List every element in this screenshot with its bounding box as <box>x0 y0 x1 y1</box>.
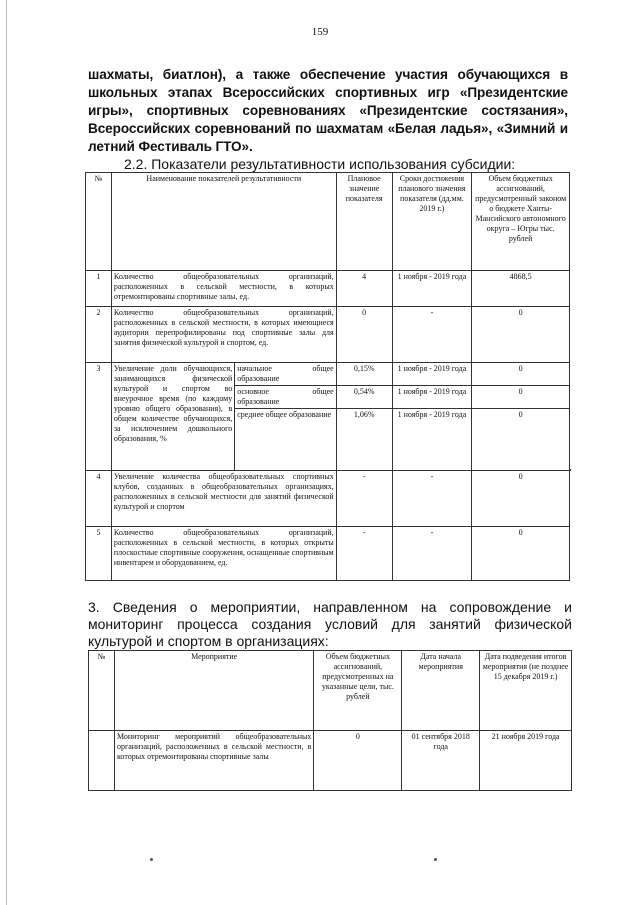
row-deadline: - <box>392 526 472 580</box>
header-num: № <box>89 651 115 731</box>
row-event: Мониторинг мероприятий общеобразовательных организаций, расположенных в сельской местности, в которых отремонтированы спортивные залы <box>114 731 313 791</box>
scan-edge-line <box>6 0 7 905</box>
row-deadline: - <box>392 470 472 526</box>
section-3-heading: 3. Сведения о мероприятии, направленном на сопровождение и мониторинг процесса создания условий для занятий физической культурой и спортом в организациях: <box>88 599 572 649</box>
row-deadline: 1 ноября - 2019 года <box>392 363 472 386</box>
row-planned: 0,54% <box>336 386 392 409</box>
row-planned: 0 <box>336 307 392 363</box>
row-budget: 0 <box>472 470 570 526</box>
table-row <box>86 526 571 580</box>
row-budget: 0 <box>472 307 570 363</box>
row-budget: 4868,5 <box>472 271 570 307</box>
row-num: 3 <box>86 363 112 471</box>
scan-speck <box>434 858 437 861</box>
row-budget: 0 <box>472 386 570 409</box>
row-deadline: 1 ноября - 2019 года <box>392 386 472 409</box>
row-planned: 1,06% <box>336 409 392 471</box>
row-budget: 0 <box>314 731 402 791</box>
event-table <box>88 650 572 791</box>
row-name: Количество общеобразовательных организаций, расположенных в сельской местности, в которых открыты плоскостные спортивные сооружения, оснащенные спортивным инвентарем и оборудованием, ед. <box>111 526 336 580</box>
page-number: 159 <box>311 26 329 38</box>
table-row <box>86 363 571 386</box>
table-row <box>86 470 571 526</box>
row-budget: 0 <box>472 409 570 471</box>
header-start: Дата начала мероприятия <box>402 651 480 731</box>
section-2-2-heading: 2.2. Показатели результативности использования субсидии: <box>124 156 516 172</box>
row-planned: - <box>336 470 392 526</box>
row-num <box>89 731 115 791</box>
row-name: Увеличение количества общеобразовательных спортивных клубов, созданных в общеобразовательных организациях, расположенных в сельской местности для занятий физической культурой и спортом <box>111 470 336 526</box>
header-deadline: Сроки достижения планового значения показателя (дд.мм. 2019 г.) <box>392 173 472 271</box>
header-num: № <box>86 173 112 271</box>
row-planned: 4 <box>336 271 392 307</box>
spacer-cell <box>570 469 571 471</box>
row-deadline: 1 ноября - 2019 года <box>392 271 472 307</box>
row-num: 2 <box>86 307 112 363</box>
table-row <box>86 271 571 307</box>
row-deadline: - <box>392 307 472 363</box>
row-sub-level: начальное общее образование <box>235 363 336 386</box>
header-planned: Плановое значение показателя <box>336 173 392 271</box>
table-row <box>86 307 571 363</box>
header-name: Наименование показателей результативности <box>111 173 336 271</box>
row-name: Количество общеобразовательных организаций, расположенных в сельской местности, в которых отремонтированы спортивные залы, ед. <box>111 271 336 307</box>
row-planned: 0,15% <box>336 363 392 386</box>
header-event: Мероприятие <box>114 651 313 731</box>
row-planned: - <box>336 526 392 580</box>
row-budget: 0 <box>472 363 570 386</box>
row-start: 01 сентября 2018 года <box>402 731 480 791</box>
row-name: Увеличение доли обучающихся, занимающихся физической культурой и спортом во внеурочное время (по каждому уровню общего образования), в общем количестве обучающихся, за исключением дошкольного образования, % <box>111 363 234 471</box>
indicators-table <box>85 172 571 581</box>
header-budget: Объем бюджетных ассигнований, предусмотренных на указанные цели, тыс. рублей <box>314 651 402 731</box>
row-sub-level: среднее общее образование <box>235 409 336 471</box>
scan-speck <box>150 858 153 861</box>
row-num: 1 <box>86 271 112 307</box>
header-end: Дата подведения итогов мероприятия (не позднее 15 декабря 2019 г.) <box>480 651 572 731</box>
table-header-row <box>86 173 571 271</box>
body-paragraph: шахматы, биатлон), а также обеспечение участия обучающихся в школьных этапах Всероссийских спортивных игр «Президентские игры», спортивных соревнованиях «Президентские состязания», Всероссийских соревнований по шахматам «Белая ладья», «Зимний и летний Фестиваль ГТО». <box>88 67 568 154</box>
row-sub-level: основное общее образование <box>235 386 336 409</box>
header-budget: Объем бюджетных ассигнований, предусмотренный законом о бюджете Ханты-Мансийского автономного округа – Югры тыс. рублей <box>472 173 570 271</box>
row-end: 21 ноября 2019 года <box>480 731 572 791</box>
row-num: 4 <box>86 470 112 526</box>
row-name: Количество общеобразовательных организаций, расположенных в сельской местности, в которых имеющиеся аудитории перепрофилированы под спортивные залы для занятия физической культурой и спортом, ед. <box>111 307 336 363</box>
row-num: 5 <box>86 526 112 580</box>
table-row <box>89 731 572 791</box>
row-deadline: 1 ноября - 2019 года <box>392 409 472 471</box>
table-header-row <box>89 651 572 731</box>
row-budget: 0 <box>472 526 570 580</box>
